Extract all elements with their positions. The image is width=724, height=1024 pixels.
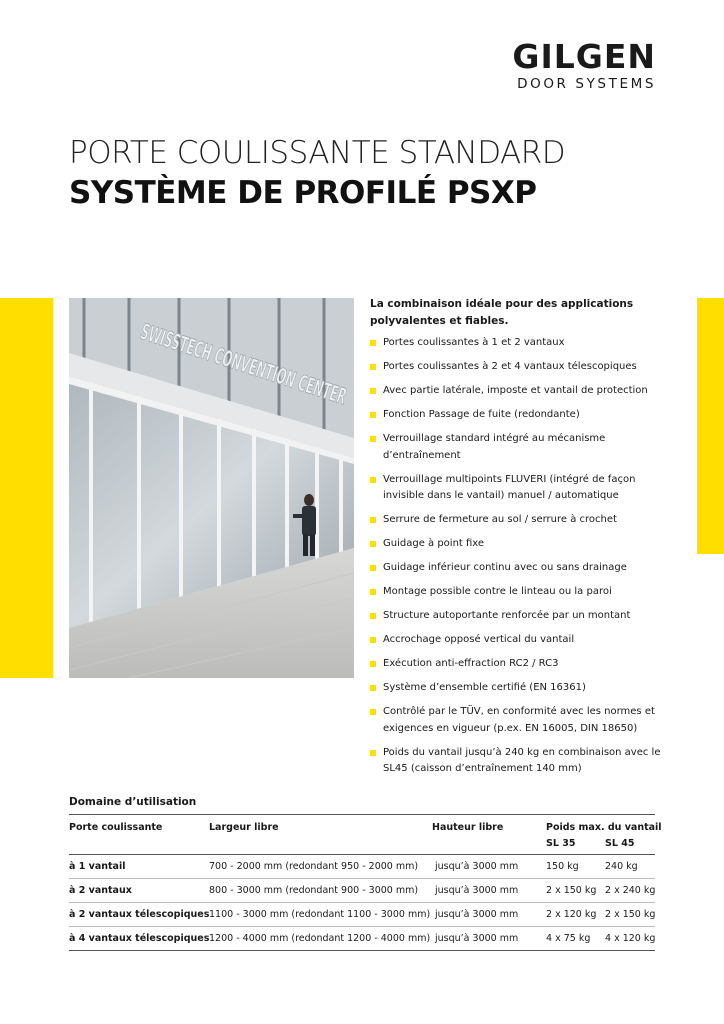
feature-text: Structure autoportante renforcée par un montant — [383, 610, 631, 621]
row-width: 1200 - 4000 mm (redondant 1200 - 4000 mm) — [209, 933, 431, 944]
feature-text: Portes coulissantes à 1 et 2 vantaux — [383, 337, 565, 348]
feature-text: Contrôlé par le TÜV, en conformité avec les normes et exigences en vigueur (p.ex. EN 16005, DIN 18650) — [383, 706, 655, 734]
row-sl45: 2 x 240 kg — [605, 885, 656, 896]
table-row — [69, 855, 655, 879]
feature-item — [370, 512, 670, 529]
table-row — [69, 903, 655, 927]
building-photo — [69, 298, 354, 678]
row-type: à 1 vantail — [69, 861, 126, 872]
bullet-square-icon — [370, 661, 376, 667]
bullet-square-icon — [370, 565, 376, 571]
feature-item — [370, 536, 670, 553]
feature-text: Avec partie latérale, imposte et vantail de protection — [383, 385, 648, 396]
bullet-square-icon — [370, 388, 376, 394]
bullet-square-icon — [370, 613, 376, 619]
row-type: à 4 vantaux télescopiques — [69, 933, 210, 944]
row-height: jusqu’à 3000 mm — [435, 933, 519, 944]
feature-item — [370, 472, 670, 505]
table-row — [69, 879, 655, 903]
feature-text: Poids du vantail jusqu’à 240 kg en combinaison avec le SL45 (caisson d’entraînement 140 mm) — [383, 746, 661, 774]
feature-item — [370, 608, 670, 625]
feature-text: Guidage inférieur continu avec ou sans drainage — [383, 562, 627, 573]
feature-item — [370, 359, 670, 376]
feature-text: Verrouillage standard intégré au mécanisme d’entraînement — [383, 433, 606, 461]
feature-item — [370, 560, 670, 577]
feature-text: Serrure de fermeture au sol / serrure à crochet — [383, 514, 617, 525]
feature-item — [370, 584, 670, 601]
header-sl45: SL 45 — [605, 838, 635, 849]
feature-text: Système d’ensemble certifié (EN 16361) — [383, 682, 586, 693]
row-sl45: 4 x 120 kg — [605, 933, 656, 944]
row-height: jusqu’à 3000 mm — [435, 861, 519, 872]
row-sl35: 2 x 150 kg — [546, 885, 597, 896]
feature-text: Guidage à point fixe — [383, 538, 485, 549]
domain-rule — [69, 814, 655, 815]
feature-text: Exécution anti-effraction RC2 / RC3 — [383, 658, 559, 669]
feature-text: Accrochage opposé vertical du vantail — [383, 634, 575, 645]
feature-item — [370, 704, 670, 737]
accent-bar-right — [697, 298, 724, 554]
row-sl45: 2 x 150 kg — [605, 909, 656, 920]
bullet-square-icon — [370, 685, 376, 691]
bullet-square-icon — [370, 637, 376, 643]
row-width: 1100 - 3000 mm (redondant 1100 - 3000 mm) — [209, 909, 431, 920]
feature-item — [370, 431, 670, 464]
row-sl35: 4 x 75 kg — [546, 933, 591, 944]
accent-bar-left — [0, 298, 53, 678]
brand-sub: DOOR SYSTEMS — [517, 76, 656, 92]
row-width: 800 - 3000 mm (redondant 900 - 3000 mm) — [209, 885, 419, 896]
bullet-square-icon — [370, 436, 376, 442]
brand-name: GILGEN — [512, 37, 656, 76]
header-weight: Poids max. du vantail — [546, 822, 662, 833]
brand-logo — [466, 37, 656, 92]
intro-text: La combinaison idéale pour des applications polyvalentes et fiables. — [370, 298, 634, 327]
bullet-square-icon — [370, 364, 376, 370]
feature-text: Fonction Passage de fuite (redondante) — [383, 409, 580, 420]
page-subtitle: SYSTÈME DE PROFILÉ PSXP — [69, 175, 537, 211]
bullet-square-icon — [370, 709, 376, 715]
table-row — [69, 927, 655, 951]
header-width: Largeur libre — [209, 822, 279, 833]
bullet-square-icon — [370, 750, 376, 756]
header-type: Porte coulissante — [69, 822, 163, 833]
feature-item — [370, 680, 670, 697]
row-sl45: 240 kg — [605, 861, 638, 872]
feature-text: Portes coulissantes à 2 et 4 vantaux télescopiques — [383, 361, 637, 372]
bullet-square-icon — [370, 477, 376, 483]
feature-item — [370, 407, 670, 424]
feature-item — [370, 632, 670, 649]
header-sl35: SL 35 — [546, 838, 576, 849]
row-sl35: 150 kg — [546, 861, 579, 872]
bullet-square-icon — [370, 589, 376, 595]
bullet-square-icon — [370, 340, 376, 346]
row-height: jusqu’à 3000 mm — [435, 885, 519, 896]
building-photo-illustration — [69, 298, 354, 678]
feature-list — [370, 335, 670, 785]
bullet-square-icon — [370, 412, 376, 418]
feature-item — [370, 335, 670, 352]
feature-item — [370, 383, 670, 400]
feature-text: Verrouillage multipoints FLUVERI (intégré de façon invisible dans le vantail) manuel / automatique — [383, 473, 636, 501]
feature-text: Montage possible contre le linteau ou la paroi — [383, 586, 612, 597]
feature-item — [370, 656, 670, 673]
row-type: à 2 vantaux — [69, 885, 132, 896]
row-type: à 2 vantaux télescopiques — [69, 909, 210, 920]
row-width: 700 - 2000 mm (redondant 950 - 2000 mm) — [209, 861, 419, 872]
header-height: Hauteur libre — [432, 822, 504, 833]
row-sl35: 2 x 120 kg — [546, 909, 597, 920]
domain-title: Domaine d’utilisation — [69, 796, 197, 808]
bullet-square-icon — [370, 541, 376, 547]
feature-item — [370, 745, 670, 778]
row-height: jusqu’à 3000 mm — [435, 909, 519, 920]
page-title: PORTE COULISSANTE STANDARD — [69, 135, 566, 171]
row-divider — [69, 950, 655, 951]
bullet-square-icon — [370, 517, 376, 523]
